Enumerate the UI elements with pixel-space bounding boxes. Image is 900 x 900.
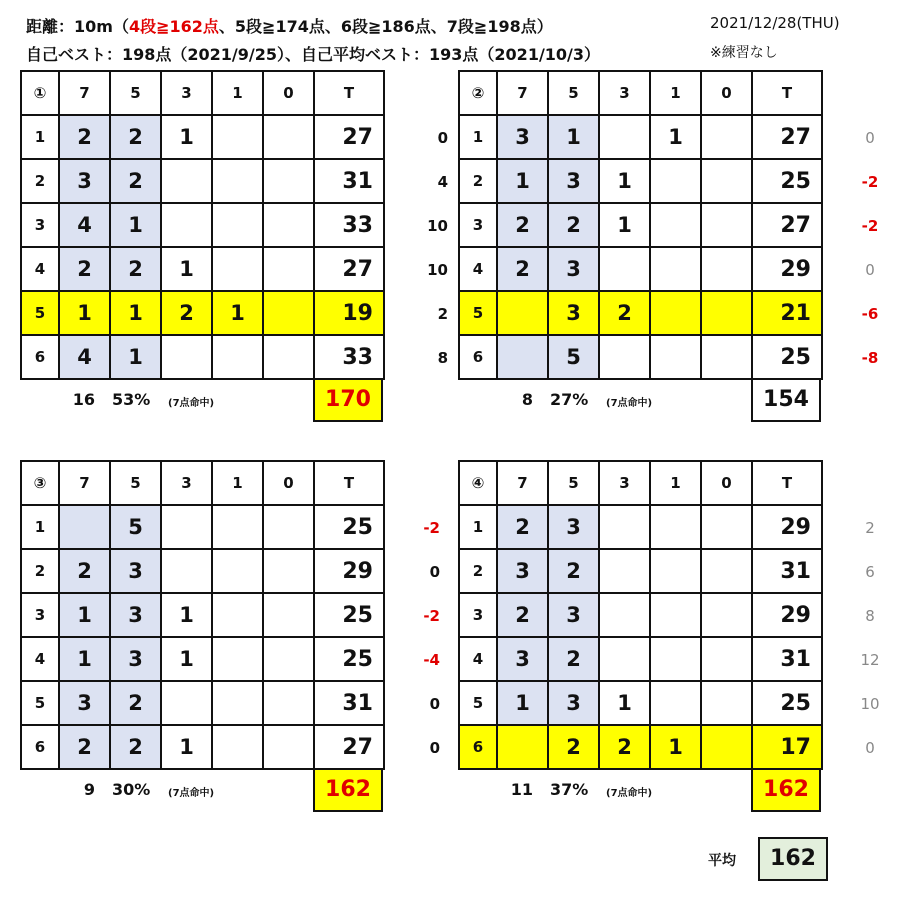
count-7-cell: 3 <box>59 159 110 203</box>
end-number: 5 <box>21 291 59 335</box>
count-7-cell: 3 <box>497 115 548 159</box>
count-3-cell: 2 <box>161 291 212 335</box>
table-row <box>459 247 822 291</box>
score-difference: 0 <box>865 739 875 757</box>
table-row <box>459 549 822 593</box>
table-row <box>459 159 822 203</box>
count-5-cell: 2 <box>548 637 599 681</box>
end-total: 25 <box>752 335 822 379</box>
end-number: 5 <box>459 291 497 335</box>
column-header: 3 <box>599 71 650 115</box>
table-row <box>459 203 822 247</box>
end-total: 31 <box>314 159 384 203</box>
hit-rate-label: (7点命中) <box>168 398 215 409</box>
count-0-cell <box>701 335 752 379</box>
score-difference: 10 <box>860 695 880 713</box>
count-1-cell <box>650 637 701 681</box>
count-5-cell: 3 <box>548 681 599 725</box>
count-5-cell: 5 <box>548 335 599 379</box>
score-difference: 12 <box>860 651 880 669</box>
count-1-cell <box>212 637 263 681</box>
count-7-cell <box>497 725 548 769</box>
seven-point-hit-count: 11 <box>510 780 533 799</box>
count-0-cell <box>701 247 752 291</box>
count-0-cell <box>263 247 314 291</box>
count-0-cell <box>263 203 314 247</box>
score-difference: 4 <box>437 173 448 191</box>
diffs-mid-top-column <box>410 116 450 380</box>
table-row <box>21 637 384 681</box>
count-7-cell <box>59 505 110 549</box>
column-header: 3 <box>161 461 212 505</box>
end-total: 29 <box>752 593 822 637</box>
seven-point-hit-rate: 37% <box>550 780 589 799</box>
count-3-cell: 1 <box>599 681 650 725</box>
end-number: 4 <box>21 247 59 291</box>
table-header <box>21 71 384 115</box>
score-difference: -2 <box>861 173 879 191</box>
count-0-cell <box>263 291 314 335</box>
end-total: 31 <box>314 681 384 725</box>
count-1-cell <box>212 681 263 725</box>
count-0-cell <box>263 159 314 203</box>
count-7-cell: 2 <box>59 115 110 159</box>
column-header: 3 <box>599 461 650 505</box>
score-difference: -8 <box>861 349 879 367</box>
end-number: 6 <box>459 335 497 379</box>
column-header: 3 <box>161 71 212 115</box>
count-5-cell: 5 <box>110 505 161 549</box>
count-0-cell <box>263 549 314 593</box>
table-row <box>21 505 384 549</box>
end-number: 1 <box>21 505 59 549</box>
column-header: 7 <box>59 71 110 115</box>
count-5-cell: 1 <box>110 291 161 335</box>
end-total: 25 <box>752 159 822 203</box>
count-0-cell <box>263 505 314 549</box>
count-1-cell <box>212 505 263 549</box>
count-5-cell: 3 <box>548 159 599 203</box>
count-1-cell: 1 <box>650 115 701 159</box>
score-difference: 0 <box>865 261 875 279</box>
seven-point-hit-rate: 30% <box>112 780 151 799</box>
end-number: 6 <box>21 335 59 379</box>
score-difference: 6 <box>865 563 875 581</box>
diffs-mid-bottom-column <box>402 506 442 770</box>
end-number: 2 <box>459 549 497 593</box>
count-5-cell: 2 <box>110 725 161 769</box>
score-difference: -4 <box>423 651 440 669</box>
table-header <box>459 71 822 115</box>
count-7-cell: 3 <box>497 637 548 681</box>
count-1-cell <box>212 335 263 379</box>
score-difference: 10 <box>427 217 448 235</box>
count-5-cell: 3 <box>110 637 161 681</box>
table-row <box>21 593 384 637</box>
count-0-cell <box>263 725 314 769</box>
end-total: 27 <box>314 247 384 291</box>
summary-row <box>20 380 383 422</box>
count-0-cell <box>701 159 752 203</box>
end-total: 29 <box>752 505 822 549</box>
column-header: 0 <box>701 461 752 505</box>
column-header: 1 <box>650 71 701 115</box>
count-5-cell: 3 <box>548 593 599 637</box>
end-total: 31 <box>752 637 822 681</box>
end-number: 4 <box>459 247 497 291</box>
count-1-cell <box>212 159 263 203</box>
column-header: 7 <box>59 461 110 505</box>
score-difference: 0 <box>429 695 440 713</box>
count-5-cell: 3 <box>110 549 161 593</box>
count-0-cell <box>263 593 314 637</box>
count-3-cell <box>599 247 650 291</box>
summary-row <box>458 770 821 812</box>
count-7-cell: 3 <box>497 549 548 593</box>
count-0-cell <box>263 681 314 725</box>
count-5-cell: 3 <box>548 247 599 291</box>
column-header: 5 <box>548 71 599 115</box>
table-row <box>21 247 384 291</box>
count-3-cell <box>161 335 212 379</box>
count-7-cell: 1 <box>497 681 548 725</box>
round-total: 170 <box>313 378 383 422</box>
count-7-cell: 1 <box>59 593 110 637</box>
column-header: T <box>752 461 822 505</box>
hit-rate-label: (7点命中) <box>606 788 653 799</box>
personal-best-line: 自己ベスト：198点（2021/9/25）、自己平均ベスト：193点（2021/10/3） <box>26 45 601 64</box>
count-0-cell <box>701 549 752 593</box>
end-total: 31 <box>752 549 822 593</box>
count-1-cell <box>650 549 701 593</box>
seven-point-hit-rate: 53% <box>112 390 151 409</box>
average-score: 162 <box>758 837 828 881</box>
count-3-cell: 1 <box>161 725 212 769</box>
end-total: 33 <box>314 335 384 379</box>
count-7-cell: 2 <box>59 549 110 593</box>
end-number: 1 <box>21 115 59 159</box>
end-total: 29 <box>314 549 384 593</box>
count-7-cell <box>497 335 548 379</box>
table-row <box>459 637 822 681</box>
table-row <box>459 593 822 637</box>
count-7-cell: 2 <box>59 247 110 291</box>
seven-point-hit-count: 8 <box>521 390 533 409</box>
round-label: ① <box>21 71 59 115</box>
round-4-scorecard <box>458 460 821 812</box>
score-difference: -2 <box>423 519 440 537</box>
diffs-right-bottom-column <box>850 506 890 770</box>
column-header: 1 <box>212 461 263 505</box>
end-number: 2 <box>21 159 59 203</box>
count-1-cell <box>212 725 263 769</box>
count-1-cell <box>650 247 701 291</box>
end-total: 27 <box>752 115 822 159</box>
count-0-cell <box>701 291 752 335</box>
table-row <box>459 681 822 725</box>
count-1-cell <box>650 505 701 549</box>
count-3-cell: 2 <box>599 291 650 335</box>
count-3-cell <box>599 505 650 549</box>
table-row <box>21 681 384 725</box>
round-label: ② <box>459 71 497 115</box>
distance-line: 距離：10m（4段≧162点、5段≧174点、6段≧186点、7段≧198点） <box>26 17 553 36</box>
count-3-cell <box>161 203 212 247</box>
count-1-cell <box>650 159 701 203</box>
end-total: 33 <box>314 203 384 247</box>
end-total: 27 <box>752 203 822 247</box>
end-total: 27 <box>314 725 384 769</box>
count-3-cell: 1 <box>599 159 650 203</box>
count-1-cell <box>212 203 263 247</box>
table-row <box>21 549 384 593</box>
count-0-cell <box>701 681 752 725</box>
count-0-cell <box>263 637 314 681</box>
count-7-cell: 3 <box>59 681 110 725</box>
score-difference: -2 <box>423 607 440 625</box>
count-0-cell <box>701 593 752 637</box>
round-2-scorecard <box>458 70 821 422</box>
score-table <box>20 460 385 770</box>
count-5-cell: 2 <box>110 115 161 159</box>
count-7-cell: 2 <box>497 203 548 247</box>
count-3-cell <box>599 115 650 159</box>
count-3-cell <box>161 681 212 725</box>
end-total: 19 <box>314 291 384 335</box>
end-number: 2 <box>459 159 497 203</box>
count-3-cell <box>161 505 212 549</box>
score-difference: 2 <box>437 305 448 323</box>
table-row <box>459 291 822 335</box>
score-table <box>458 460 823 770</box>
count-5-cell: 2 <box>548 549 599 593</box>
count-7-cell: 2 <box>497 505 548 549</box>
seven-point-hit-count: 9 <box>83 780 95 799</box>
end-total: 25 <box>314 593 384 637</box>
count-7-cell: 1 <box>497 159 548 203</box>
hit-rate-label: (7点命中) <box>606 398 653 409</box>
score-difference: 0 <box>429 563 440 581</box>
count-0-cell <box>701 505 752 549</box>
seven-point-hit-rate: 27% <box>550 390 589 409</box>
session-date: 2021/12/28(THU) <box>710 14 840 32</box>
count-3-cell: 1 <box>161 593 212 637</box>
count-7-cell: 2 <box>497 593 548 637</box>
column-header: T <box>752 71 822 115</box>
round-total: 154 <box>751 378 821 422</box>
round-total: 162 <box>313 768 383 812</box>
count-3-cell <box>599 549 650 593</box>
count-0-cell <box>701 725 752 769</box>
grade4-threshold: 4段≧162点 <box>128 17 219 36</box>
end-number: 3 <box>21 593 59 637</box>
end-number: 2 <box>21 549 59 593</box>
score-difference: 8 <box>437 349 448 367</box>
end-total: 27 <box>314 115 384 159</box>
count-3-cell: 1 <box>161 115 212 159</box>
table-row <box>21 725 384 769</box>
count-1-cell <box>650 291 701 335</box>
count-1-cell: 1 <box>650 725 701 769</box>
end-number: 4 <box>21 637 59 681</box>
column-header: 0 <box>263 461 314 505</box>
count-5-cell: 3 <box>548 505 599 549</box>
count-1-cell <box>212 115 263 159</box>
end-number: 3 <box>21 203 59 247</box>
column-header: 5 <box>548 461 599 505</box>
count-0-cell <box>263 335 314 379</box>
score-difference: 8 <box>865 607 875 625</box>
score-difference: 2 <box>865 519 875 537</box>
end-number: 3 <box>459 593 497 637</box>
count-5-cell: 1 <box>548 115 599 159</box>
count-7-cell: 4 <box>59 335 110 379</box>
count-3-cell: 1 <box>161 247 212 291</box>
round-total: 162 <box>751 768 821 812</box>
score-table <box>20 70 385 380</box>
end-total: 21 <box>752 291 822 335</box>
table-row <box>459 505 822 549</box>
count-3-cell <box>599 593 650 637</box>
end-total: 25 <box>752 681 822 725</box>
column-header: 5 <box>110 461 161 505</box>
table-header <box>21 461 384 505</box>
table-row <box>21 159 384 203</box>
count-5-cell: 1 <box>110 203 161 247</box>
count-3-cell: 1 <box>599 203 650 247</box>
count-3-cell <box>599 637 650 681</box>
count-7-cell: 1 <box>59 637 110 681</box>
column-header: 1 <box>212 71 263 115</box>
column-header: 0 <box>263 71 314 115</box>
end-number: 6 <box>21 725 59 769</box>
count-3-cell <box>161 159 212 203</box>
score-difference: 0 <box>865 129 875 147</box>
score-difference: 0 <box>437 129 448 147</box>
score-difference: -2 <box>861 217 879 235</box>
table-header <box>459 461 822 505</box>
end-number: 1 <box>459 115 497 159</box>
count-3-cell: 1 <box>161 637 212 681</box>
count-3-cell <box>161 549 212 593</box>
count-1-cell <box>212 549 263 593</box>
count-3-cell <box>599 335 650 379</box>
count-0-cell <box>701 637 752 681</box>
count-1-cell: 1 <box>212 291 263 335</box>
count-1-cell <box>650 681 701 725</box>
count-0-cell <box>701 115 752 159</box>
count-5-cell: 2 <box>110 159 161 203</box>
column-header: T <box>314 461 384 505</box>
end-number: 6 <box>459 725 497 769</box>
count-7-cell: 2 <box>59 725 110 769</box>
seven-point-hit-count: 16 <box>72 390 95 409</box>
end-number: 3 <box>459 203 497 247</box>
column-header: 7 <box>497 461 548 505</box>
count-7-cell <box>497 291 548 335</box>
score-difference: 0 <box>429 739 440 757</box>
count-7-cell: 1 <box>59 291 110 335</box>
table-row <box>21 115 384 159</box>
column-header: 1 <box>650 461 701 505</box>
count-1-cell <box>650 593 701 637</box>
table-row <box>459 725 822 769</box>
end-total: 17 <box>752 725 822 769</box>
hit-rate-label: (7点命中) <box>168 788 215 799</box>
end-number: 5 <box>21 681 59 725</box>
end-total: 29 <box>752 247 822 291</box>
score-difference: 10 <box>427 261 448 279</box>
count-7-cell: 4 <box>59 203 110 247</box>
end-number: 1 <box>459 505 497 549</box>
table-row <box>459 115 822 159</box>
count-1-cell <box>212 593 263 637</box>
average-label: 平均 <box>708 853 736 869</box>
round-1-scorecard <box>20 70 383 422</box>
score-difference: -6 <box>861 305 879 323</box>
summary-row <box>20 770 383 812</box>
count-7-cell: 2 <box>497 247 548 291</box>
column-header: T <box>314 71 384 115</box>
table-row <box>459 335 822 379</box>
diffs-right-top-column <box>850 116 890 380</box>
count-0-cell <box>701 203 752 247</box>
end-number: 4 <box>459 637 497 681</box>
round-label: ④ <box>459 461 497 505</box>
count-3-cell: 2 <box>599 725 650 769</box>
count-5-cell: 2 <box>548 203 599 247</box>
count-5-cell: 3 <box>548 291 599 335</box>
count-1-cell <box>650 203 701 247</box>
summary-row <box>458 380 821 422</box>
column-header: 7 <box>497 71 548 115</box>
column-header: 5 <box>110 71 161 115</box>
table-row <box>21 203 384 247</box>
table-row <box>21 291 384 335</box>
end-number: 5 <box>459 681 497 725</box>
end-total: 25 <box>314 505 384 549</box>
count-1-cell <box>650 335 701 379</box>
practice-note: ※練習なし <box>710 45 778 61</box>
column-header: 0 <box>701 71 752 115</box>
count-5-cell: 2 <box>110 247 161 291</box>
count-5-cell: 2 <box>548 725 599 769</box>
count-0-cell <box>263 115 314 159</box>
count-5-cell: 1 <box>110 335 161 379</box>
count-5-cell: 3 <box>110 593 161 637</box>
count-5-cell: 2 <box>110 681 161 725</box>
round-label: ③ <box>21 461 59 505</box>
table-row <box>21 335 384 379</box>
count-1-cell <box>212 247 263 291</box>
round-3-scorecard <box>20 460 383 812</box>
score-table <box>458 70 823 380</box>
end-total: 25 <box>314 637 384 681</box>
